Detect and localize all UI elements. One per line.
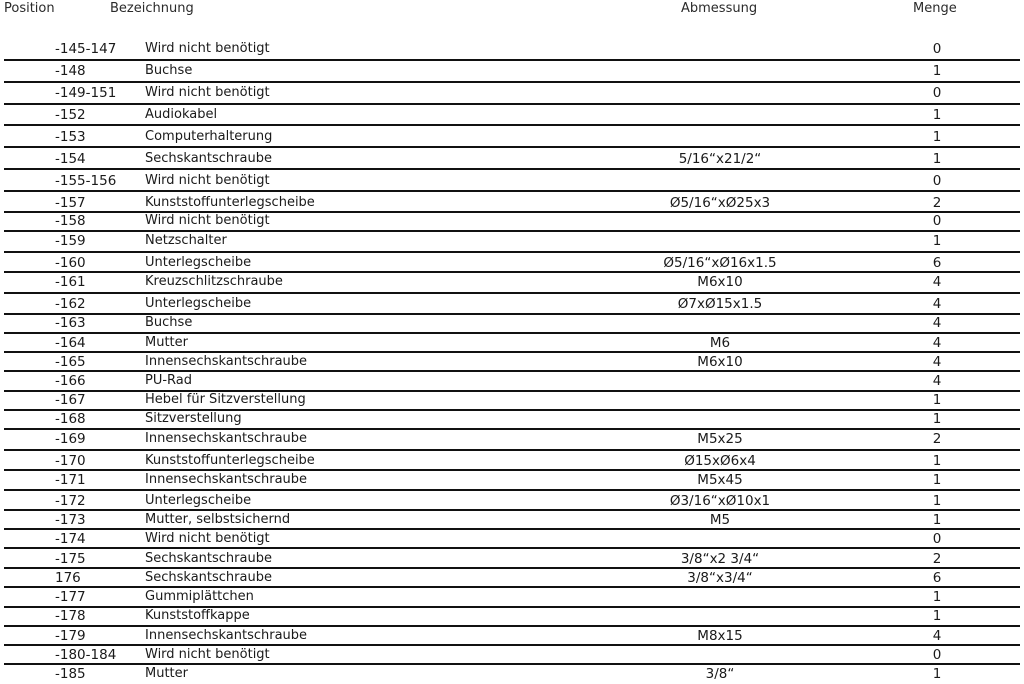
table-row (0, 373, 1024, 391)
cell-abmessung: M5 (709, 512, 731, 528)
cell-bezeichnung: Computerhalterung (145, 129, 273, 144)
cell-abmessung: 3/8“x2 3/4“ (680, 551, 760, 567)
cell-position: -164 (55, 335, 86, 351)
table-row (0, 666, 1024, 684)
table-row (0, 589, 1024, 607)
header-bezeichnung: Bezeichnung (110, 1, 194, 16)
cell-menge: 1 (932, 589, 942, 605)
cell-menge: 1 (932, 392, 942, 408)
cell-position: -175 (55, 551, 86, 567)
table-row (0, 608, 1024, 626)
cell-position: -169 (55, 431, 86, 447)
cell-bezeichnung: Sechskantschraube (145, 570, 272, 585)
cell-menge: 0 (932, 647, 942, 663)
cell-menge: 4 (932, 628, 942, 644)
cell-position: -173 (55, 512, 86, 528)
cell-menge: 1 (932, 129, 942, 145)
cell-position: -158 (55, 213, 86, 229)
row-divider (4, 644, 1020, 646)
cell-bezeichnung: Buchse (145, 315, 193, 330)
cell-bezeichnung: Innensechskantschraube (145, 431, 308, 446)
cell-menge: 2 (932, 431, 942, 447)
cell-position: -178 (55, 608, 86, 624)
cell-bezeichnung: Wird nicht benötigt (145, 41, 270, 56)
cell-bezeichnung: Netzschalter (145, 233, 227, 248)
cell-bezeichnung: Sitzverstellung (145, 411, 242, 426)
cell-abmessung: Ø5/16“xØ16x1.5 (663, 255, 777, 271)
cell-bezeichnung: Buchse (145, 63, 193, 78)
cell-abmessung: M6x10 (697, 274, 743, 290)
cell-menge: 0 (932, 213, 942, 229)
cell-position: -168 (55, 411, 86, 427)
row-divider (4, 469, 1020, 471)
cell-position: -170 (55, 453, 86, 469)
cell-menge: 0 (932, 173, 942, 189)
cell-position: -148 (55, 63, 86, 79)
cell-position: -172 (55, 493, 86, 509)
table-row (0, 472, 1024, 490)
cell-abmessung: M6x10 (697, 354, 743, 370)
cell-bezeichnung: Audiokabel (145, 107, 218, 122)
row-divider (4, 271, 1020, 273)
cell-menge: 0 (932, 41, 942, 57)
table-row (0, 151, 1024, 169)
row-divider (4, 547, 1020, 549)
cell-bezeichnung: Wird nicht benötigt (145, 647, 270, 662)
cell-position: -162 (55, 296, 86, 312)
table-row (0, 296, 1024, 314)
cell-bezeichnung: Innensechskantschraube (145, 472, 308, 487)
cell-abmessung: 5/16“x21/2“ (678, 151, 762, 167)
row-divider (4, 428, 1020, 430)
cell-position: -153 (55, 129, 86, 145)
cell-menge: 4 (932, 354, 942, 370)
row-divider (4, 251, 1020, 253)
cell-position: -160 (55, 255, 86, 271)
row-divider (4, 146, 1020, 148)
row-divider (4, 59, 1020, 61)
row-divider (4, 230, 1020, 232)
cell-bezeichnung: Innensechskantschraube (145, 354, 308, 369)
row-divider (4, 190, 1020, 192)
cell-menge: 1 (932, 666, 942, 682)
cell-abmessung: M5x45 (697, 472, 743, 488)
row-divider (4, 625, 1020, 627)
cell-menge: 0 (932, 85, 942, 101)
cell-bezeichnung: Kunststoffkappe (145, 608, 250, 623)
cell-menge: 1 (932, 151, 942, 167)
cell-abmessung: M5x25 (697, 431, 743, 447)
table-row (0, 41, 1024, 59)
cell-menge: 4 (932, 373, 942, 389)
row-divider (4, 103, 1020, 105)
cell-position: -185 (55, 666, 86, 682)
cell-bezeichnung: Wird nicht benötigt (145, 173, 270, 188)
cell-bezeichnung: Kreuzschlitzschraube (145, 274, 283, 289)
cell-position: -165 (55, 354, 86, 370)
cell-position: -180-184 (55, 647, 117, 663)
row-divider (4, 489, 1020, 491)
table-row (0, 213, 1024, 231)
cell-abmessung: Ø15xØ6x4 (684, 453, 756, 469)
cell-menge: 6 (932, 255, 942, 271)
cell-menge: 2 (932, 551, 942, 567)
table-row (0, 431, 1024, 449)
table-row (0, 63, 1024, 81)
cell-position: -167 (55, 392, 86, 408)
cell-bezeichnung: Unterlegscheibe (145, 296, 252, 311)
cell-position: -145-147 (55, 41, 117, 57)
row-divider (4, 567, 1020, 569)
cell-abmessung: Ø5/16“xØ25x3 (669, 195, 771, 211)
cell-bezeichnung: Hebel für Sitzverstellung (145, 392, 306, 407)
cell-bezeichnung: Sechskantschraube (145, 551, 272, 566)
cell-menge: 1 (932, 453, 942, 469)
cell-bezeichnung: Unterlegscheibe (145, 255, 252, 270)
cell-position: -171 (55, 472, 86, 488)
cell-position: -166 (55, 373, 86, 389)
table-row (0, 85, 1024, 103)
cell-position: -163 (55, 315, 86, 331)
cell-position: -149-151 (55, 85, 117, 101)
cell-position: -157 (55, 195, 86, 211)
cell-menge: 1 (932, 512, 942, 528)
header-position: Position (4, 1, 55, 16)
table-row (0, 315, 1024, 333)
cell-bezeichnung: Wird nicht benötigt (145, 531, 270, 546)
cell-position: -161 (55, 274, 86, 290)
row-divider (4, 124, 1020, 126)
cell-bezeichnung: Wird nicht benötigt (145, 85, 270, 100)
cell-menge: 1 (932, 107, 942, 123)
header-menge: Menge (913, 1, 957, 16)
cell-menge: 4 (932, 296, 942, 312)
cell-menge: 4 (932, 274, 942, 290)
cell-menge: 2 (932, 195, 942, 211)
cell-menge: 1 (932, 608, 942, 624)
cell-menge: 1 (932, 233, 942, 249)
row-divider (4, 292, 1020, 294)
table-row (0, 173, 1024, 191)
cell-menge: 4 (932, 315, 942, 331)
cell-menge: 1 (932, 493, 942, 509)
row-divider (4, 168, 1020, 170)
cell-position: -154 (55, 151, 86, 167)
cell-bezeichnung: Mutter, selbstsichernd (145, 512, 291, 527)
cell-position: -152 (55, 107, 86, 123)
cell-menge: 4 (932, 335, 942, 351)
cell-menge: 6 (932, 570, 942, 586)
cell-abmessung: Ø3/16“xØ10x1 (669, 493, 771, 509)
cell-abmessung: 3/8“ (705, 666, 735, 682)
cell-bezeichnung: Mutter (145, 666, 188, 681)
cell-position: -177 (55, 589, 86, 605)
table-row (0, 107, 1024, 125)
cell-bezeichnung: Kunststoffunterlegscheibe (145, 195, 315, 210)
table-row (0, 233, 1024, 251)
cell-bezeichnung: PU-Rad (145, 373, 193, 388)
cell-menge: 1 (932, 63, 942, 79)
row-divider (4, 663, 1020, 665)
cell-position: -155-156 (55, 173, 117, 189)
cell-position: -179 (55, 628, 86, 644)
table-row (0, 129, 1024, 147)
cell-abmessung: M8x15 (697, 628, 743, 644)
cell-abmessung: M6 (709, 335, 731, 351)
cell-bezeichnung: Gummiplättchen (145, 589, 254, 604)
cell-bezeichnung: Wird nicht benötigt (145, 213, 270, 228)
row-divider (4, 370, 1020, 372)
table-row (0, 411, 1024, 429)
cell-menge: 1 (932, 411, 942, 427)
cell-abmessung: Ø7xØ15x1.5 (677, 296, 763, 312)
row-divider (4, 351, 1020, 353)
table-row (0, 274, 1024, 292)
row-divider (4, 81, 1020, 83)
cell-bezeichnung: Sechskantschraube (145, 151, 272, 166)
cell-abmessung: 3/8“x3/4“ (687, 570, 753, 586)
cell-menge: 0 (932, 531, 942, 547)
row-divider (4, 449, 1020, 451)
table-row (0, 392, 1024, 410)
row-divider (4, 509, 1020, 511)
cell-bezeichnung: Kunststoffunterlegscheibe (145, 453, 315, 468)
cell-bezeichnung: Unterlegscheibe (145, 493, 252, 508)
header-abmessung: Abmessung (681, 1, 758, 16)
row-divider (4, 528, 1020, 530)
cell-position: -159 (55, 233, 86, 249)
cell-menge: 1 (932, 472, 942, 488)
cell-position: 176 (55, 570, 81, 586)
cell-bezeichnung: Mutter (145, 335, 188, 350)
cell-position: -174 (55, 531, 86, 547)
row-divider (4, 586, 1020, 588)
cell-bezeichnung: Innensechskantschraube (145, 628, 308, 643)
row-divider (4, 332, 1020, 334)
